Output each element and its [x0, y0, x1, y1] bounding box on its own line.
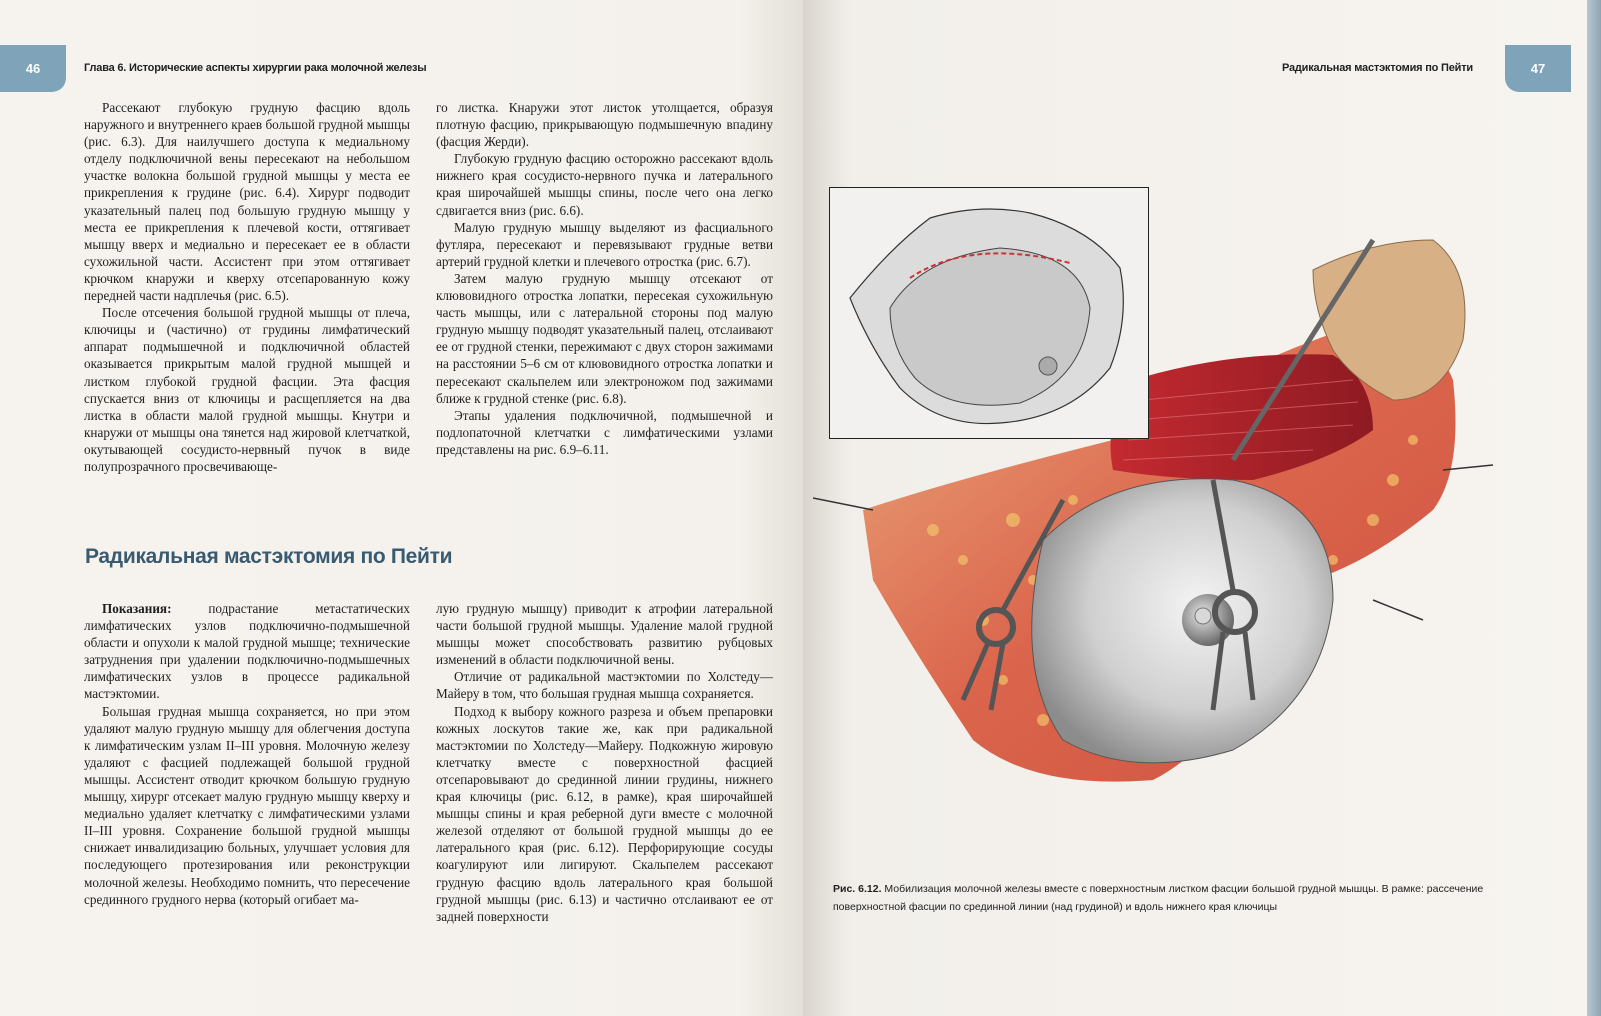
page-number: 47: [1530, 61, 1546, 76]
page-number-tab: [1505, 45, 1571, 92]
paragraph: Большая грудная мышца сохраняется, но при этом удаляют малую грудную мышцу для облегчения доступа к лимфатическим узлам II–III уровня. Молочную железу удаляют с фасцией подлежащей большой грудной мышцы. Ассистент отводит крючком большую грудную мышцу, хирург отсекает малую грудную мышцу кверху и медиально удаляет клетчатку с лимфатическими узлами II–III уровня. Сохранение большой грудной мышцы снижает инвалидизацию больных, улучшает условия для последующего протезирования или реконструкции молочной железы. Необходимо помнить, что пересечение срединного грудного нерва (который огибает ма-: [84, 703, 410, 907]
paragraph: После отсечения большой грудной мышцы от плеча, ключицы и (частично) от грудины лимфатический аппарат подмышечной и подключичной областей оказывается прикрытым малой грудной мышцей и листком глубокой грудной фасции. Эта фасция спускается вниз от ключицы и расщепляется на два листка в области малой грудной мышцы. Кнутри и кнаружи от мышцы она тянется над жировой клетчаткой, окутывающей сосудисто-нервный пучок в виде полупрозрачного просвечивающе-: [84, 305, 410, 474]
figure-caption: [833, 880, 1493, 916]
section-title: Радикальная мастэктомия по Пейти: [85, 545, 453, 568]
nipple-center: [1195, 608, 1211, 624]
running-head: Радикальная мастэктомия по Пейти: [1281, 62, 1473, 74]
inset-illustration-icon: [829, 187, 1149, 439]
text-column-1-top: [84, 99, 410, 475]
paragraph: Затем малую грудную мышцу отсекают от клювовидного отростка лопатки, пересекая сухожильную часть мышцы, или с латеральной стороны под малую грудную мышцу подводят указательный палец, отслаивают ее от грудной стенки, пережимают с двух сторон зажимами на расстоянии 5–6 см от клювовидного отростка лопатки и пересекают скальпелем или электроножом под зажимами ближе к грудной стенке (рис. 6.8).: [436, 270, 773, 406]
page-edge: [1587, 0, 1601, 1016]
caption-label: Рис. 6.12.: [833, 883, 882, 895]
running-head: Глава 6. Исторические аспекты хирургии рака молочной железы: [84, 62, 427, 74]
caption-text: Мобилизация молочной железы вместе с поверхностным листком фасции большой грудной мышцы. В рамке: рассечение поверхностной фасции по срединной линии (над грудиной) и вдоль нижнего края ключицы: [833, 883, 1484, 913]
indications-label: Показания:: [102, 601, 172, 616]
paragraph: го листка. Кнаружи этот листок утолщается, образуя плотную фасцию, прикрывающую подмышечную впадину (фасция Жерди).: [436, 100, 773, 150]
text-column-2-top: [436, 99, 773, 458]
right-page: [803, 0, 1601, 1016]
paragraph: Малую грудную мышцу выделяют из фасциального футляра, пересекают и перевязывают грудные ветви артерий грудной клетки и плечевого отростка (рис. 6.7).: [436, 219, 773, 269]
paragraph: Глубокую грудную фасцию осторожно рассекают вдоль нижнего края сосудисто-нервного пучка и латерального края широчайшей мышцы спины, после чего она легко сдвигается вниз (рис. 6.6).: [436, 151, 773, 218]
text-column-1-bottom: [84, 600, 410, 908]
paragraph: [84, 600, 410, 703]
paragraph: Подход к выбору кожного разреза и объем препаровки кожных лоскутов такие же, как при радикальной мастэктомии по Холстеду—Майеру. Подкожную жировую клетчатку вместе с поверхностной фасцией отсепаровывают до срединной линии грудины, нижнего края ключицы (рис. 6.12, в рамке), края широчайшей мышцы спины и края реберной дуги вместе с молочной железой отделяют от большой грудной мышцы до ее латерального края (рис. 6.12). Перфорирующие сосуды коагулируют или лигируют. Скальпелем рассекают грудную фасцию вдоль латерального края большой грудной мышцы (рис. 6.13) и частично отслаивают ее от задней поверхности: [436, 703, 773, 924]
text-column-2-bottom: [436, 600, 773, 925]
paragraph: Этапы удаления подключичной, подмышечной и подлопаточной клетчатки с лимфатическими узлами представлены на рис. 6.9–6.11.: [436, 407, 773, 457]
page-number: 46: [25, 61, 41, 76]
inset-nipple: [1039, 357, 1057, 375]
paragraph: лую грудную мышцу) приводит к атрофии латеральной части большой грудной мышцы. Удаление малой грудной мышцы может способствовать развитию рубцовых изменений в области подключичной вены.: [436, 601, 773, 668]
paragraph: Рассекают глубокую грудную фасцию вдоль наружного и внутреннего краев большой грудной мышцы (рис. 6.3). Для наилучшего доступа к медиальному отделу подключичной вены пересекают на небольшом участке волокна большой грудной мышцы у места ее прикрепления к грудине (рис. 6.4). Хирург подводит указательный палец под большую грудную мышцу у места ее прикрепления к плечевой кости, оттягивает мышцу вверх и медиально и пересекает ее в области сухожильной части. Ассистент при этом оттягивает крючком кнаружи и кверху отсепарованную кожу передней части надплечья (рис. 6.5).: [84, 100, 410, 304]
indications-text: подрастание метастатических лимфатических узлов подключично-подмышечной области и опухоли к малой грудной мышце; технические затруднения при удалении подключично-подмышечных лимфатических узлов в процессе радикальной мастэктомии.: [84, 601, 410, 702]
paragraph: Отличие от радикальной мастэктомии по Холстеду—Майеру в том, что большая грудная мышца сохраняется.: [436, 669, 773, 702]
page-number-tab: [0, 45, 66, 92]
